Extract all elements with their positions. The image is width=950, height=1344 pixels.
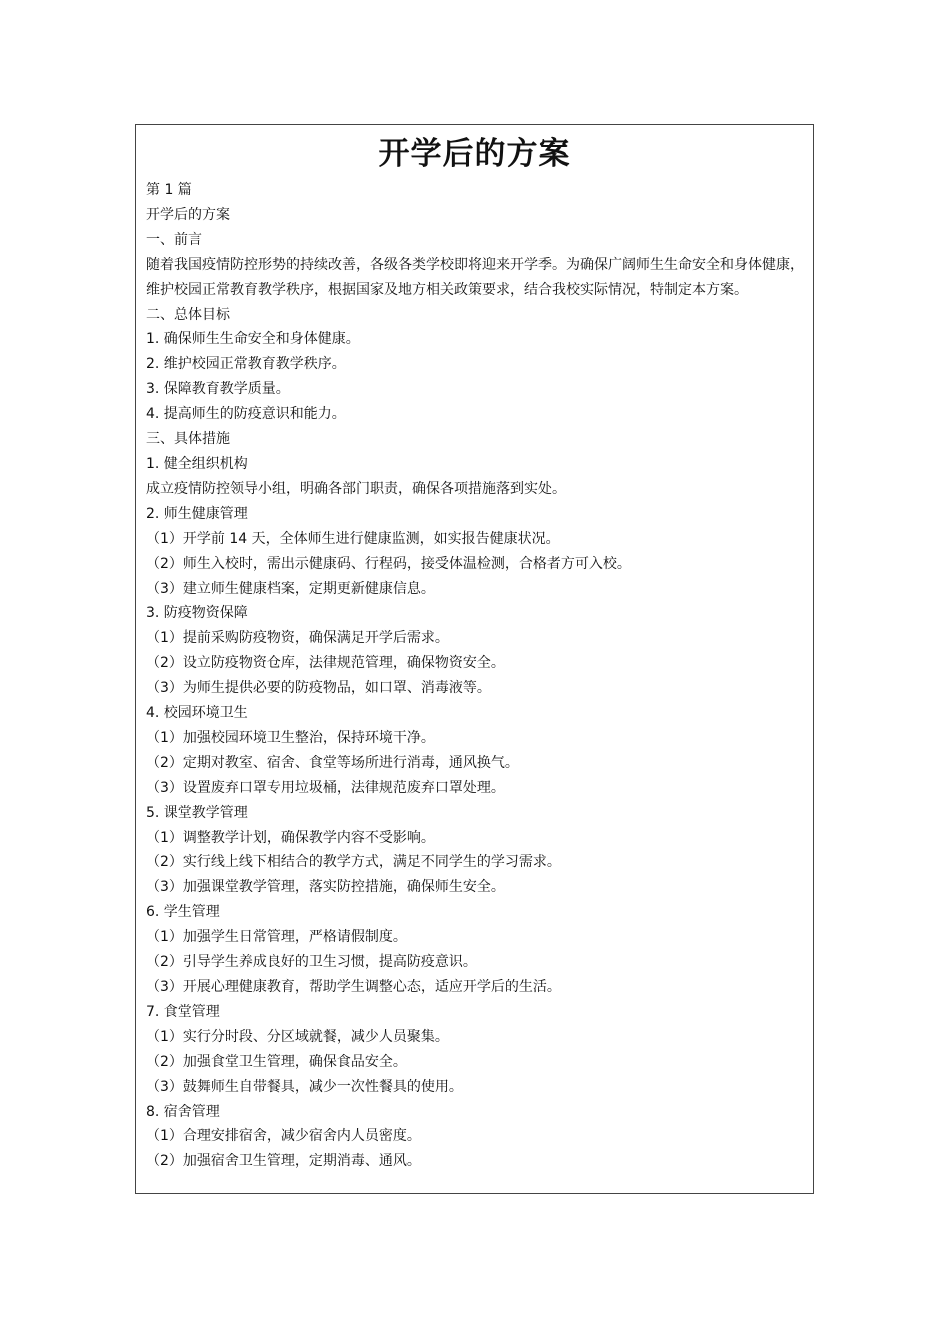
- content-line: （1）加强校园环境卫生整治，保持环境干净。: [146, 729, 435, 746]
- chapter-label: 第 1 篇: [146, 182, 192, 198]
- content-line: （2）设立防疫物资仓库，法律规范管理，确保物资安全。: [146, 655, 505, 672]
- content-line: （3）设置废弃口罩专用垃圾桶，法律规范废弃口罩处理。: [146, 779, 505, 796]
- document-frame: [135, 124, 814, 1194]
- section-heading-preface: 一、前言: [146, 231, 202, 248]
- content-line: （1）实行分时段、分区域就餐，减少人员聚集。: [146, 1028, 449, 1045]
- content-line: （2）定期对教室、宿舍、食堂等场所进行消毒，通风换气。: [146, 754, 519, 771]
- intro-paragraph: 随着我国疫情防控形势的持续改善，各级各类学校即将迎来开学季。为确保广阔师生生命安全和身体健康，维护校园正常教育教学秩序，根据国家及地方相关政策要求，结合我校实际情况，特制定本方案。: [146, 256, 804, 298]
- content-line: （3）为师生提供必要的防疫物品，如口罩、消毒液等。: [146, 680, 491, 697]
- document-body: [136, 178, 813, 1174]
- content-line: 7. 食堂管理: [146, 1003, 220, 1020]
- content-line: （1）加强学生日常管理，严格请假制度。: [146, 929, 407, 946]
- content-line: （2）加强宿舍卫生管理，定期消毒、通风。: [146, 1153, 421, 1170]
- content-line: （2）加强食堂卫生管理，确保食品安全。: [146, 1053, 407, 1070]
- content-line: （2）引导学生养成良好的卫生习惯，提高防疫意识。: [146, 954, 477, 971]
- content-line: 三、具体措施: [146, 431, 230, 448]
- content-line: （1）开学前 14 天，全体师生进行健康监测，如实报告健康状况。: [146, 530, 560, 547]
- content-line: 二、总体目标: [146, 306, 230, 323]
- content-line: 6. 学生管理: [146, 904, 220, 921]
- content-line: （3）鼓舞师生自带餐具，减少一次性餐具的使用。: [146, 1078, 463, 1095]
- subtitle: 开学后的方案: [146, 206, 230, 223]
- content-line: （3）开展心理健康教育，帮助学生调整心态，适应开学后的生活。: [146, 979, 561, 995]
- content-line: 2. 师生健康管理: [146, 505, 248, 522]
- content-line: 1. 确保师生生命安全和身体健康。: [146, 331, 360, 348]
- content-line: 成立疫情防控领导小组，明确各部门职责，确保各项措施落到实处。: [146, 480, 566, 497]
- content-line: 3. 保障教育教学质量。: [146, 381, 290, 398]
- content-line: （1）调整教学计划，确保教学内容不受影响。: [146, 829, 435, 846]
- content-line: （1）提前采购防疫物资，确保满足开学后需求。: [146, 630, 449, 647]
- content-line: 5. 课堂教学管理: [146, 804, 248, 821]
- content-line: 4. 提高师生的防疫意识和能力。: [146, 406, 346, 423]
- content-line: （3）建立师生健康档案，定期更新健康信息。: [146, 580, 435, 597]
- content-line: （3）加强课堂教学管理，落实防控措施，确保师生安全。: [146, 879, 505, 896]
- content-line: （2）实行线上线下相结合的教学方式，满足不同学生的学习需求。: [146, 854, 561, 871]
- content-line: 2. 维护校园正常教育教学秩序。: [146, 356, 346, 373]
- content-line: 4. 校园环境卫生: [146, 705, 248, 722]
- content-line: 8. 宿舍管理: [146, 1103, 220, 1120]
- content-line: 3. 防疫物资保障: [146, 605, 248, 622]
- document-title: 开学后的方案: [378, 136, 571, 172]
- content-line: （2）师生入校时，需出示健康码、行程码，接受体温检测，合格者方可入校。: [146, 555, 631, 572]
- content-line: （1）合理安排宿舍，减少宿舍内人员密度。: [146, 1128, 421, 1145]
- content-lines: [146, 303, 804, 1175]
- content-line: 1. 健全组织机构: [146, 455, 248, 472]
